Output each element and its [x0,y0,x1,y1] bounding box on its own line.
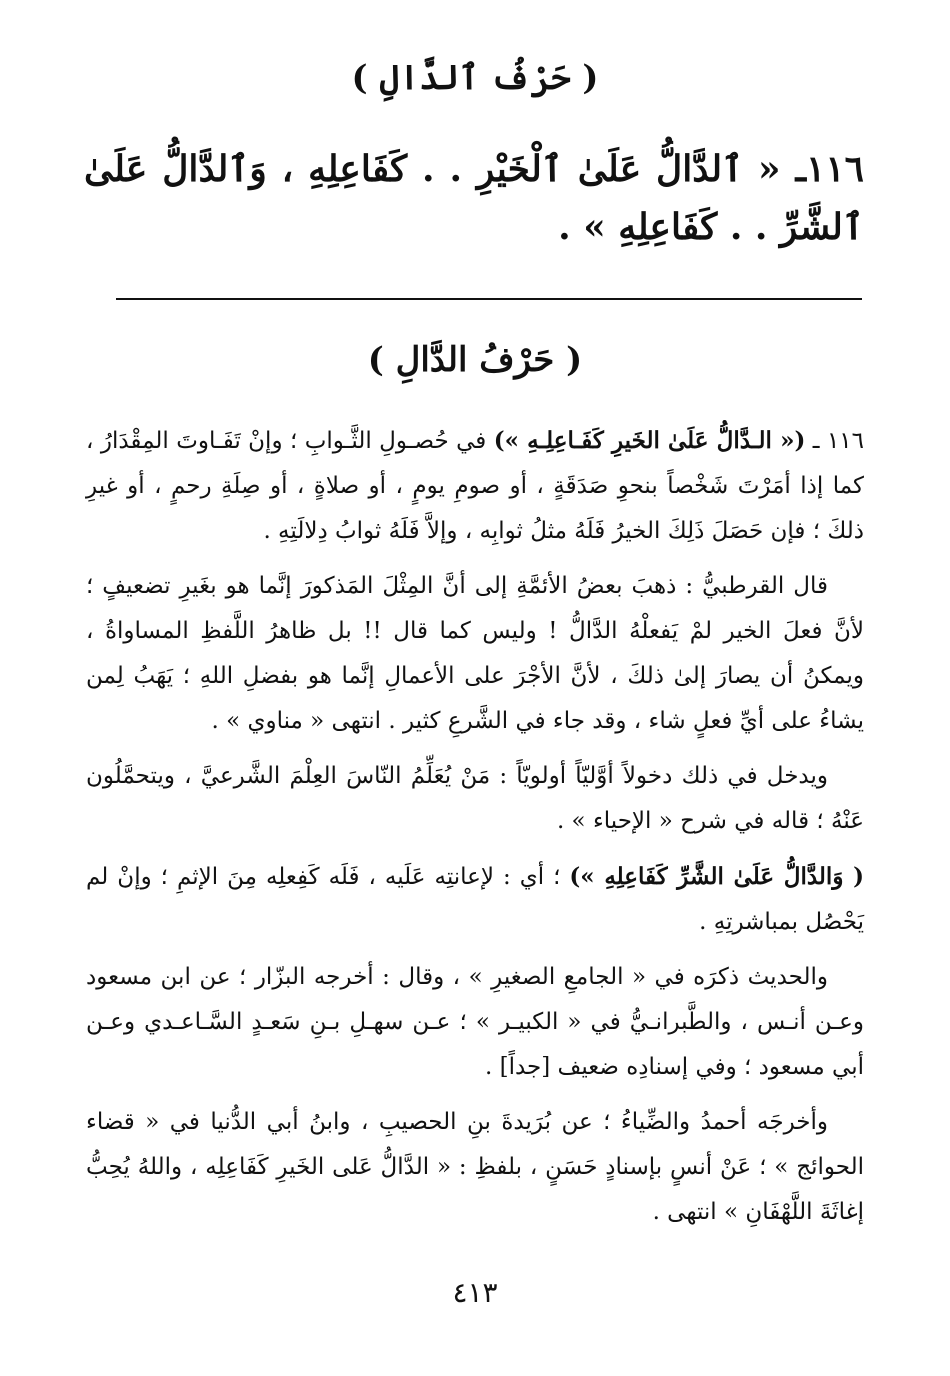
commentary-text: في حُصـولِ الثَّـوابِ ؛ وإنْ تَفَـاوتَ المِقْدَارُ ، كما إذا أمَرْتَ شَخْصاً بنحوِ صَدَقَةٍ ، أو صومِ يومٍ ، أو صلاةٍ ، أو صِلَةِ رحمٍ ، أو غيرِ ذلكَ ؛ فإن حَصَلَ ذَلِكَ الخيرُ فَلَهُ مثلُ ثوابِه ، وإلاَّ فَلَهُ ثوابُ دِلالَتِهِ . [86,428,864,544]
commentary-quote: (« الـدَّالُّ عَلَىٰ الخَيرِ كَفَـاعِلِـهِ ») [493,427,806,454]
page-number: ٤١٣ [452,1276,498,1309]
commentary-paragraph-5: والحديث ذكرَه في « الجامعِ الصغيرِ » ، وقال : أخرجه البزّار ؛ عن ابن مسعود وعـن أنـس ، والطَّبرانـيُّ في « الكبيـر » ؛ عـن سهـلِ بـنِ سَعـدٍ السَّـاعـدي وعـن أبي مسعود ؛ وفي إسنادِه ضعيف [جداً] . [86,964,864,1080]
hadith-number: ١١٦ـ [795,148,864,190]
commentary-paragraph-3: ويدخل في ذلك دخولاً أوَّليّاً أولويّاً : مَنْ يُعَلِّمُ النّاسَ العِلْمَ الشَّرعيَّ ، ويتحمَّلُون عَنْهُ ؛ قاله في شرح « الإحياء » . [86,763,864,834]
hadith-text-block [84,140,864,256]
commentary-paragraph-1 [86,418,864,554]
commentary-number: ١١٦ ـ [812,428,865,454]
chapter-heading: ( حَرْفُ ٱلدَّالِ ) [351,58,599,98]
hadith-text: « ٱلدَّالُّ عَلَىٰ ٱلْخَيْرِ . . كَفَاعِلِهِ ، وَٱلدَّالُّ عَلَىٰ ٱلشَّرِّ . . كَفَاعِلِهِ » . [84,148,864,248]
commentary-heading: ( حَرْفُ الدَّالِ ) [367,340,583,380]
commentary-paragraph-2: قال القرطبيُّ : ذهبَ بعضُ الأئمَّةِ إلى أنَّ المِثْلَ المَذكورَ إنَّما هو بغَيرِ تضعيفٍ ؛ لأنَّ فعلَ الخير لمْ يَفعلْهُ الدَّالُّ ! وليس كما قال !! بل ظاهرُ اللَّفظِ المساواةُ ، ويمكنُ أن يصارَ إلىٰ ذلكَ ، لأنَّ الأجْرَ على الأعمالِ إنَّما هو بفضلِ اللهِ ؛ يَهَبُ لِمن يشاءُ على أيِّ فعلٍ شاء ، وقد جاء في الشَّرعِ كثير . انتهى « مناوي » . [86,573,864,734]
commentary-body [86,418,864,1245]
commentary-quote-2: ( وَالدَّالُّ عَلَىٰ الشَّرِّ كَفَاعِلِهِ ») [569,863,864,890]
commentary-paragraph-4 [86,854,864,945]
section-divider [116,298,862,300]
commentary-paragraph-6: وأخرجَه أحمدُ والضِّياءُ ؛ عن بُرَيدةَ بنِ الحصيبِ ، وابنُ أبي الدُّنيا في « قضاء الحوائج » ؛ عَنْ أنسٍ بإسنادٍ حَسَنٍ ، بلفظِ : « الدَّالُّ عَلى الخَيرِ كَفَاعِلِه ، واللهُ يُحِبُّ إغاثَةَ اللَّهْفَانِ » انتهى . [86,1109,864,1225]
commentary-text-2: ؛ أي : لإعانتِه عَلَيه ، فَلَه كَفِعلِه مِنَ الإثمِ ؛ وإنْ لم يَحْصُل بمباشرتِهِ . [86,864,864,935]
